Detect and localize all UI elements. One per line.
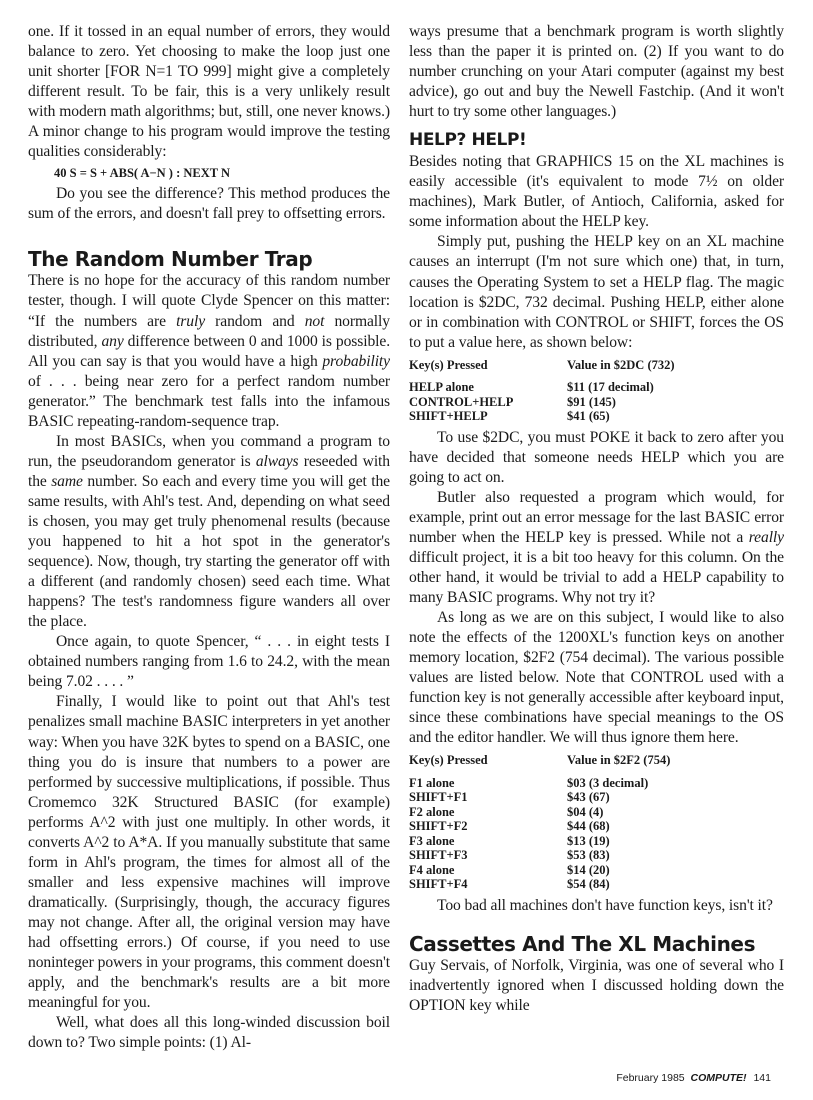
paragraph: Guy Servais, of Norfolk, Virginia, was one of several who I inadvertently ignored when I discussed holding down the OPTION key while	[409, 957, 784, 1015]
section-heading-help: HELP? HELP!	[409, 130, 527, 151]
table-header-row	[409, 753, 670, 776]
table-cell: F4 alone	[409, 862, 455, 877]
table-cell: CONTROL+HELP	[409, 394, 514, 409]
section-heading-random-number-trap: The Random Number Trap	[28, 247, 313, 272]
table-cell: F1 alone	[409, 775, 455, 790]
table-header-cell: Value in $2DC (732)	[567, 357, 675, 372]
paragraph: Finally, I would like to point out that Ahl's test penalizes small machine BASIC interpreters in yet another way: When you have 32K bytes to spend on a BASIC, one thing you do is insure that numbers to a power are performed by successive multiplications, if possible. Thus Cromemco 32K Structured BASIC (for example) performs A^2 with just one multiply. In other words, it converts A^2 to A*A. If you manually substitute that same form in Ahl's program, the times for almost all of the smaller and less expensive machines will improve dramatically. (Surprisingly, though, the accuracy figures may not change. After all, the original version may have had offsetting errors.) Of course, if you need to use noninteger powers in your programs, this comment doesn't apply, and the benchmark's results are a bit more meaningful for you.	[28, 693, 390, 1012]
issue-date: February 1985	[616, 1072, 685, 1084]
help-key-table	[409, 358, 675, 424]
table-cell: $04 (4)	[567, 804, 604, 819]
table-cell: $11 (17 decimal)	[567, 380, 654, 395]
table-row	[409, 409, 675, 424]
table-cell: SHIFT+F3	[409, 848, 468, 863]
table-cell: SHIFT+HELP	[409, 409, 488, 424]
table-header-cell: Key(s) Pressed	[409, 357, 488, 372]
page-number: 141	[753, 1072, 771, 1084]
paragraph: Once again, to quote Spencer, “ . . . in eight tests I obtained numbers ranging from 1.6 to 24.2, with the mean being 7.02 . . . . ”	[28, 633, 390, 691]
paragraph: Do you see the difference? This method produces the sum of the errors, and doesn't fall prey to offsetting errors.	[28, 185, 390, 223]
table-cell: F3 alone	[409, 833, 455, 848]
table-cell: $03 (3 decimal)	[567, 775, 649, 790]
paragraph: To use $2DC, you must POKE it back to zero after you have decided that someone needs HELP which you are going to act on.	[409, 428, 784, 486]
page-footer	[616, 1072, 771, 1084]
table-cell: $91 (145)	[567, 394, 616, 409]
table-cell: $54 (84)	[567, 877, 610, 892]
table-cell: $43 (67)	[567, 790, 610, 805]
table-row	[409, 380, 675, 395]
table-cell: $41 (65)	[567, 409, 610, 424]
function-key-table	[409, 753, 670, 892]
table-header-cell: Value in $2F2 (754)	[567, 753, 671, 768]
table-cell: $14 (20)	[567, 862, 610, 877]
table-header-cell: Key(s) Pressed	[409, 753, 488, 768]
table-row	[409, 819, 670, 834]
table-row	[409, 834, 670, 849]
table-cell: F2 alone	[409, 804, 455, 819]
section-heading-cassettes: Cassettes And The XL Machines	[409, 932, 756, 956]
paragraph: Well, what does all this long-winded discussion boil down to? Two simple points: (1) Al-	[28, 1014, 390, 1052]
paragraph: one. If it tossed in an equal number of errors, they would balance to zero. Yet choosing to make the loop just one unit shorter [FOR N=1 TO 999] might give a completely different result. To be fair, this is a very unlikely result with modern math algorithms; but, still, one never knows.) A minor change to his program would improve the testing qualities considerably:	[28, 23, 390, 161]
table-cell: $53 (83)	[567, 848, 610, 863]
table-row	[409, 863, 670, 878]
paragraph: ways presume that a benchmark program is worth slightly less than the paper it is printed on. (2) If you want to do number crunching on your Atari computer (against my best advice), go out and buy the Newell Fastchip. (And it won't hurt to try some other languages.)	[409, 23, 784, 121]
table-row	[409, 848, 670, 863]
magazine-name: COMPUTE!	[690, 1072, 747, 1084]
paragraph: Too bad all machines don't have function keys, isn't it?	[437, 896, 773, 914]
table-row	[409, 776, 670, 791]
paragraph: There is no hope for the accuracy of this random number tester, though. I will quote Clyde Spencer on this matter: “If the numbers are truly random and not normally distributed, any difference between 0 and 1000 is possible. All you can say is that you would have a high probability of . . . being near zero for a perfect random number generator.” The benchmark test falls into the infamous BASIC repeating-random-sequence trap.	[28, 272, 391, 430]
table-cell: HELP alone	[409, 380, 474, 395]
code-line: 40 S = S + ABS( A−N ) : NEXT N	[54, 166, 231, 181]
table-row	[409, 395, 675, 410]
paragraph: Simply put, pushing the HELP key on an XL machine causes an interrupt (I'm not sure which one) that, in turn, causes the Operating System to set a HELP flag. The magic location is $2DC, 732 decimal. Pushing HELP, either alone or in combination with CONTROL or SHIFT, forces the OS to put a value here, as shown below:	[409, 233, 784, 351]
table-row	[409, 805, 670, 820]
table-row	[409, 877, 670, 892]
table-header-row	[409, 358, 675, 381]
paragraph: As long as we are on this subject, I would like to also note the effects of the 1200XL's function keys on another memory location, $2F2 (754 decimal). The various possible values are listed below. Note that CONTROL used with a function key is not generally accessible after keyboard input, since these combinations have special meanings to the OS and the editor handler. We will thus ignore them here.	[409, 609, 784, 747]
table-cell: $44 (68)	[567, 819, 610, 834]
table-cell: SHIFT+F4	[409, 877, 468, 892]
table-cell: SHIFT+F2	[409, 819, 468, 834]
table-cell: SHIFT+F1	[409, 790, 468, 805]
left-column	[28, 22, 390, 1053]
paragraph: Besides noting that GRAPHICS 15 on the XL machines is easily accessible (it's equivalent to mode 7½ on older machines), Mark Butler, of Antioch, California, asked for some information about the HELP key.	[409, 153, 784, 231]
table-row	[409, 790, 670, 805]
paragraph: In most BASICs, when you command a program to run, the pseudorandom generator is always reseeded with the same number. So each and every time you will get the same results, with Ahl's test. And, depending on what seed is chosen, you may get truly phenomenal results (because you happened to hit a hot spot in the generator's sequence). Now, though, try starting the generator off with a different (and randomly chosen) seed each time. What happens? The test's randomness figure wanders all over the place.	[28, 432, 390, 631]
table-cell: $13 (19)	[567, 833, 610, 848]
paragraph: Butler also requested a program which would, for example, print out an error message for the last BASIC error number when the HELP key is pressed. While not a really difficult project, it is a bit too heavy for this column. On the other hand, it would be trivial to add a HELP capability to many BASIC programs. Why not try it?	[409, 488, 784, 607]
right-column	[409, 22, 784, 1016]
